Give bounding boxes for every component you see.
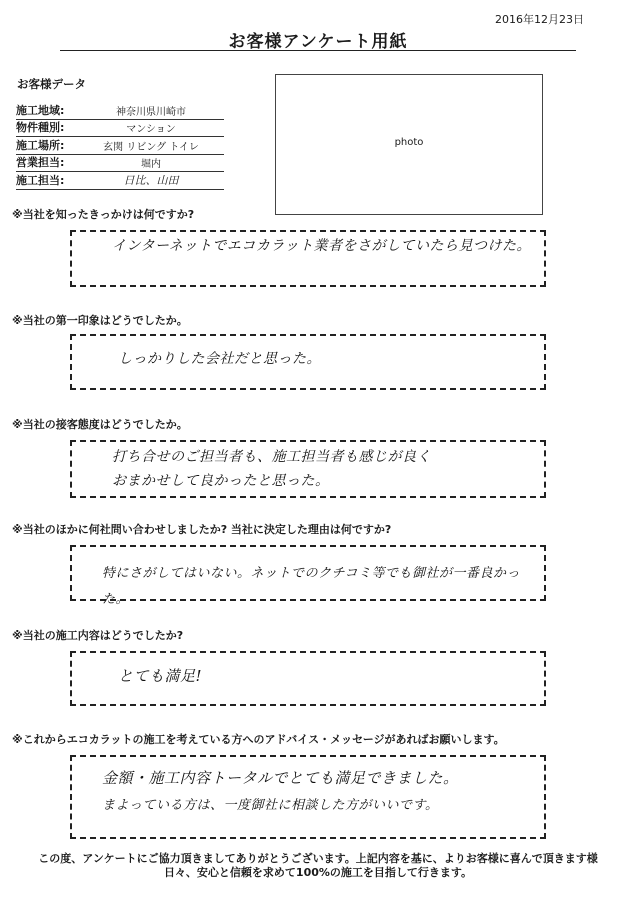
question-5: ※当社の施工内容はどうでしたか?: [12, 629, 184, 642]
info-value: 神奈川県川崎市: [116, 106, 186, 118]
title-underline: [60, 50, 576, 51]
answer-box-1: [70, 230, 546, 287]
answer-box-3: [70, 440, 546, 498]
answer-box-2: [70, 334, 546, 390]
question-1: ※当社を知ったきっかけは何ですか?: [12, 208, 195, 221]
info-row-location: [16, 137, 224, 155]
answer-4-line-1: 特にさがしてはいない。ネットでのクチコミ等でも御社が一番良かった。: [102, 566, 520, 607]
survey-date: 2016年12月23日: [495, 13, 584, 26]
answer-box-4: [70, 545, 546, 607]
info-value: 玄関 リビング トイレ: [103, 141, 199, 153]
question-4: ※当社のほかに何社問い合わせしましたか? 当社に決定した理由は何ですか?: [12, 523, 392, 536]
info-key: 物件種別:: [16, 121, 65, 135]
info-key: 施工場所:: [16, 138, 65, 152]
answer-3-line-1: 打ち合せのご担当者も、施工担当者も感じが良く: [112, 449, 431, 465]
info-row-sales-rep: [16, 155, 224, 173]
answer-6-line-1: 金額・施工内容トータルでとても満足できました。: [102, 769, 459, 787]
footer-message: [20, 852, 616, 880]
photo-label: photo: [394, 137, 424, 148]
info-value: マンション: [126, 124, 176, 136]
customer-info-table: [16, 102, 224, 190]
customer-data-label: お客様データ: [17, 77, 86, 91]
info-row-area: [16, 102, 224, 120]
question-2: ※当社の第一印象はどうでしたか。: [12, 314, 188, 327]
info-row-installer: [16, 172, 224, 190]
answer-box-5: [70, 651, 546, 706]
answer-5-line-1: とても満足!: [118, 667, 203, 685]
footer-line-2: 日々、安心と信頼を求めて100%の施工を目指して行きます。: [163, 866, 473, 879]
question-3: ※当社の接客態度はどうでしたか。: [12, 418, 188, 431]
answer-6-line-2: まよっている方は、一度御社に相談した方がいいです。: [102, 798, 439, 813]
info-key: 施工担当:: [16, 173, 65, 187]
photo-placeholder: [275, 74, 543, 215]
info-value-handwritten: 日比、山田: [123, 173, 179, 187]
footer-line-1: この度、アンケートにご協力頂きましてありがとうございます。上記内容を基に、よりお客様に喜んで頂きます様: [38, 852, 598, 865]
answer-3-line-2: おまかせして良かったと思った。: [112, 473, 330, 489]
page-title: お客様アンケート用紙: [228, 32, 408, 52]
answer-1-line-1: インターネットでエコカラット業者をさがしていたら見つけた。: [112, 238, 531, 254]
info-key: 営業担当:: [16, 156, 65, 170]
question-6: ※これからエコカラットの施工を考えている方へのアドバイス・メッセージがあればお願いします。: [12, 733, 505, 746]
info-key: 施工地域:: [16, 103, 65, 117]
info-value: 堀内: [141, 159, 161, 171]
answer-2-line-1: しっかりした会社だと思った。: [118, 351, 321, 367]
answer-box-6: [70, 755, 546, 839]
info-row-property-type: [16, 120, 224, 138]
